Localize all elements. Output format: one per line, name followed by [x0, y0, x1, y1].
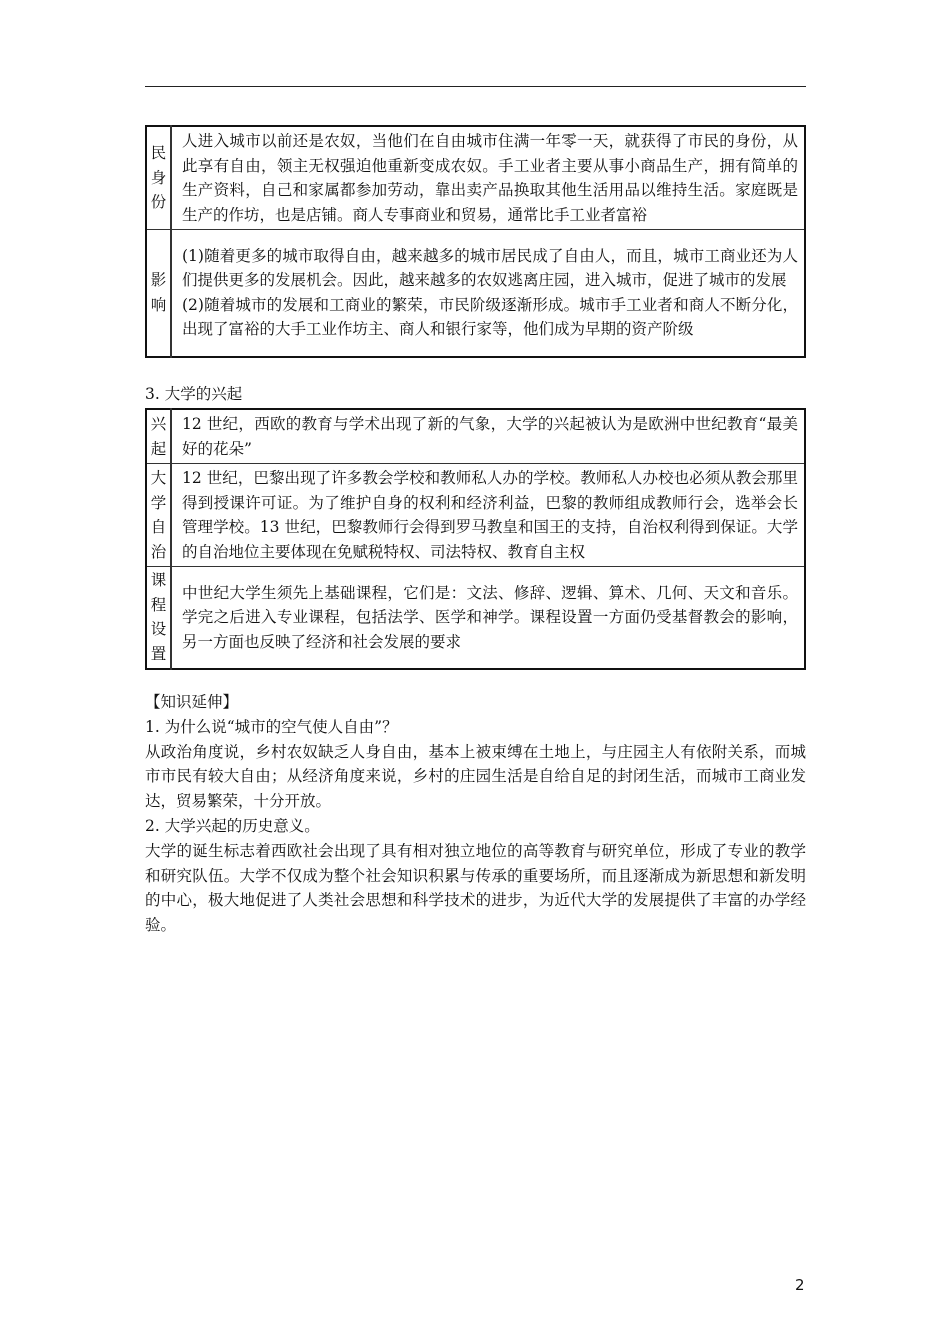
row-content: 人进入城市以前还是农奴，当他们在自由城市住满一年零一天，就获得了市民的身份，从此享有自由，领主无权强迫他重新变成农奴。手工业者主要从事小商品生产，拥有简单的生产资料，自己和家属都参加劳动，靠出卖产品换取其他生活用品以维持生活。家庭既是生产的作坊，也是店铺。商人专事商业和贸易，通常比手工业者富裕	[171, 126, 805, 230]
row-label-text: 影响	[150, 271, 167, 314]
table-row	[146, 230, 805, 357]
answer-1: 从政治角度说，乡村农奴缺乏人身自由，基本上被束缚在土地上，与庄园主人有依附关系，而城市市民有较大自由；从经济角度来说，乡村的庄园生活是自给自足的封闭生活，而城市工商业发达，贸易繁荣，十分开放。	[145, 742, 806, 811]
row-label-text: 兴起	[150, 415, 167, 458]
section-title: 3. 大学的兴起	[145, 385, 243, 403]
row-content: 12 世纪，巴黎出现了许多教会学校和教师私人办的学校。教师私人办校也必须从教会那里得到授课许可证。为了维护自身的权利和经济利益，巴黎的教师组成教师行会，选举会长管理学校。13 世纪，巴黎教师行会得到罗马教皇和国王的支持，自治权利得到保证。大学的自治地位主要体现在免赋税特权、司法特权、教育自主权	[171, 464, 805, 567]
paragraph: (2)随着城市的发展和工商业的繁荣，市民阶级逐渐形成。城市手工业者和商人不断分化，出现了富裕的大手工业作坊主、商人和银行家等，他们成为早期的资产阶级	[182, 295, 798, 339]
row-label	[146, 230, 171, 357]
page-number: 2	[795, 1276, 805, 1294]
table-row	[146, 409, 805, 464]
row-content: 12 世纪，西欧的教育与学术出现了新的气象，大学的兴起被认为是欧洲中世纪教育“最美好的花朵”	[171, 409, 805, 464]
row-label-text: 大学自治	[150, 469, 167, 561]
paragraph: (1)随着更多的城市取得自由，越来越多的城市居民成了自由人，而且，城市工商业还为人们提供更多的发展机会。因此，越来越多的农奴逃离庄园，进入城市，促进了城市的发展	[182, 246, 798, 290]
citizen-table	[145, 125, 806, 358]
question-1: 1. 为什么说“城市的空气使人自由”？	[145, 717, 398, 736]
university-table	[145, 408, 806, 670]
row-content	[171, 230, 805, 357]
table-row	[146, 464, 805, 567]
table-row	[146, 567, 805, 669]
header-rule	[145, 86, 806, 87]
answer-2: 大学的诞生标志着西欧社会出现了具有相对独立地位的高等教育与研究单位，形成了专业的教学和研究队伍。大学不仅成为整个社会知识积累与传承的重要场所，而且逐渐成为新思想和新发明的中心，极大地促进了人类社会思想和科学技术的进步，为近代大学的发展提供了丰富的办学经验。	[145, 841, 806, 935]
row-label-text: 民身份	[150, 144, 167, 212]
row-label	[146, 464, 171, 567]
row-label-text: 课程设置	[150, 571, 167, 663]
row-content: 中世纪大学生须先上基础课程，它们是：文法、修辞、逻辑、算术、几何、天文和音乐。学完之后进入专业课程，包括法学、医学和神学。课程设置一方面仍受基督教会的影响，另一方面也反映了经济和社会发展的要求	[171, 567, 805, 669]
extension-heading: 【知识延伸】	[145, 693, 239, 711]
row-label	[146, 567, 171, 669]
table-row	[146, 126, 805, 230]
row-label	[146, 409, 171, 464]
knowledge-extension	[145, 690, 806, 938]
question-2: 2. 大学兴起的历史意义。	[145, 816, 320, 835]
row-label	[146, 126, 171, 230]
